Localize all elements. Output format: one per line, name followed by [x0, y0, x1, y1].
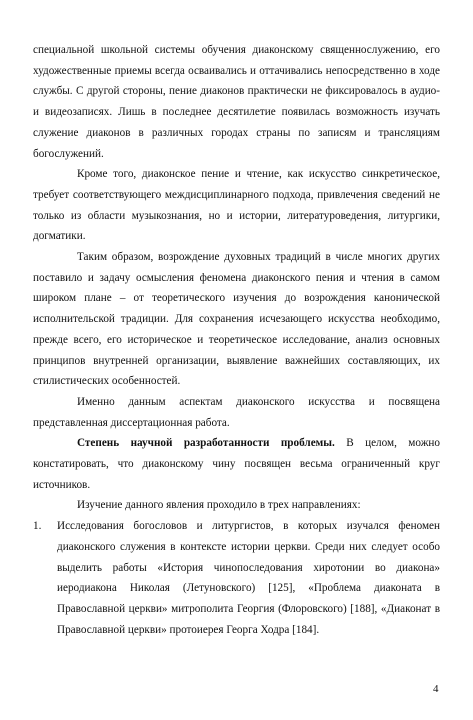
- paragraph-degree-of-study: [33, 433, 440, 495]
- list-item-number: 1.: [33, 520, 42, 533]
- list-item-text: Исследования богословов и литургистов, в которых изучался феномен диаконского служения в контексте истории церкви. Среди них следует особо выделить работы «История чинопоследования хиротонии во диакона» иеродиакона Николая (Летуновского) [125], «Проблема диаконата в Православной церкви» митрополита Георгия (Флоровского) [188], «Диаконат в Православной церкви» протоиерея Георга Ходра [184].: [57, 520, 440, 636]
- paragraph-continuation: специальной школьной системы обучения диаконскому священнослужению, его художественные приемы всегда осваивались и оттачивались непосредственно в ходе службы. С другой стороны, пение диаконов практически не фиксировалось в аудио- и видеозаписях. Лишь в последнее десятилетие появилась возможность изучать служение диаконов в различных городах страны по записям и трансляциям богослужений.: [33, 44, 440, 160]
- degree-text: В целом, можно констатировать, что диаконскому чину посвящен весьма ограниченный круг источников.: [33, 437, 440, 491]
- page-number: 4: [433, 683, 439, 695]
- list-item: [33, 516, 440, 640]
- section-heading-inline: Степень научной разработанности проблемы.: [77, 437, 335, 450]
- page-body: [33, 40, 440, 640]
- paragraph-interdisciplinary: Кроме того, диаконское пение и чтение, как искусство синкретическое, требует соответствующего междисциплинарного подхода, привлечения сведений не только из области музыкознания, но и истории, литературоведения, литургики, догматики.: [33, 168, 440, 243]
- paragraph-directions-intro: Изучение данного явления проходило в трех направлениях:: [77, 499, 361, 512]
- paragraph-dissertation-scope: Именно данным аспектам диаконского искусства и посвящена представленная диссертационная работа.: [33, 395, 440, 429]
- paragraph-revival: Таким образом, возрождение духовных традиций в числе многих других поставило и задачу осмысления феномена диаконского пения и чтения в самом широком плане – от теоретического изучения до возрождения канонической исполнительской традиции. Для сохранения исчезающего искусства необходимо, прежде всего, его историческое и теоретическое исследование, анализ основных принципов внутренней организации, выявление важнейших составляющих, их стилистических особенностей.: [33, 251, 440, 388]
